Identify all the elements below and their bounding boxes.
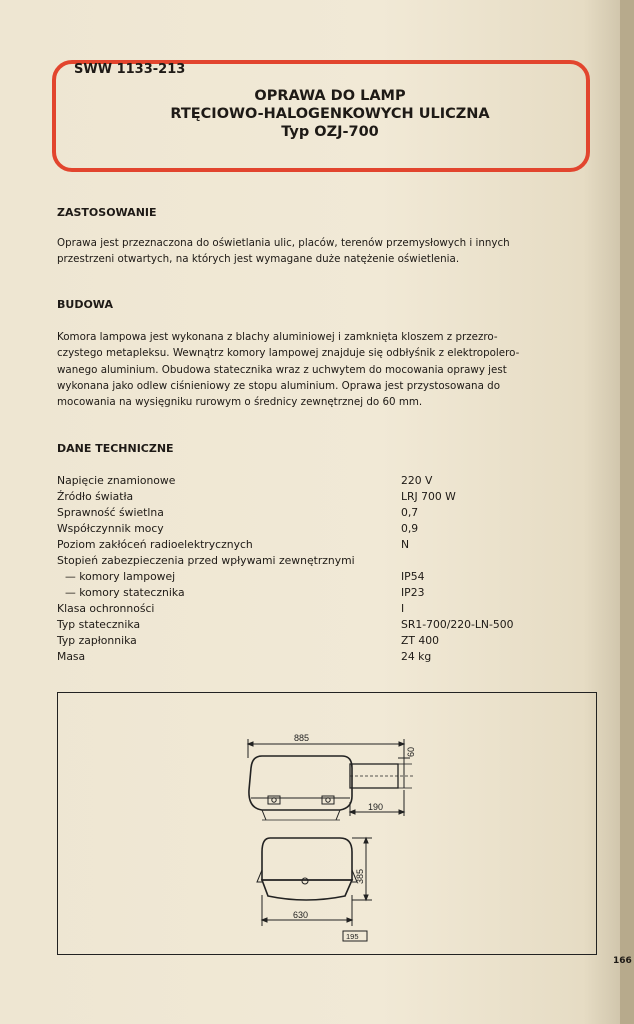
luminaire-top-view: [249, 756, 352, 810]
dimension-label-630: 630: [293, 910, 309, 920]
paragraph-line: czystego metapleksu. Wewnątrz komory lampowej znajduje się odbłyśnik z elektropolero-: [57, 347, 520, 360]
spec-label: Napięcie znamionowe: [57, 474, 176, 487]
spec-label: Współczynnik mocy: [57, 522, 164, 535]
spec-value: N: [401, 538, 410, 551]
section-heading-dane: DANE TECHNICZNE: [57, 442, 174, 455]
spec-label: Stopień zabezpieczenia przed wpływami zewnętrznymi: [57, 554, 355, 567]
section-heading-budowa: BUDOWA: [57, 298, 113, 311]
spec-label: Sprawność świetlna: [57, 506, 164, 519]
spec-value: ZT 400: [401, 634, 440, 647]
dimension-label-885: 885: [294, 733, 310, 743]
section-heading-zastosowanie: ZASTOSOWANIE: [57, 206, 157, 219]
spec-label: Masa: [57, 650, 86, 663]
document-code: SWW 1133-213: [74, 62, 186, 77]
dimension-label-195: 195: [346, 932, 359, 941]
spec-value: 24 kg: [401, 650, 432, 663]
paragraph-line: przestrzeni otwartych, na których jest wymagane duże natężenie oświetlenia.: [57, 253, 460, 266]
spec-label: Klasa ochronności: [57, 602, 155, 615]
spec-label: Typ zapłonnika: [57, 634, 137, 647]
spec-value: LRJ 700 W: [401, 490, 456, 503]
spec-value: I: [401, 602, 405, 615]
dimension-label-385: 385: [355, 868, 365, 884]
title-line-1: OPRAWA DO LAMP: [254, 88, 406, 104]
paragraph-line: wanego aluminium. Obudowa statecznika wraz z uchwytem do mocowania oprawy jest: [57, 363, 507, 376]
spec-label: Poziom zakłóceń radioelektrycznych: [57, 538, 253, 551]
page-number: 166: [613, 956, 632, 966]
dimension-label-60: 60: [406, 746, 416, 757]
luminaire-front-view: [262, 838, 352, 880]
dimension-label-190: 190: [368, 802, 384, 812]
paragraph-line: mocowania na wysięgniku rurowym o średnicy zewnętrznej do 60 mm.: [57, 396, 423, 409]
spec-value: 0,7: [401, 506, 419, 519]
title-line-3: Typ OZJ-700: [281, 124, 379, 140]
paragraph-line: wykonana jako odlew ciśnieniowy ze stopu aluminium. Oprawa jest przystosowana do: [57, 379, 501, 392]
title-line-2: RTĘCIOWO-HALOGENKOWYCH ULICZNA: [170, 106, 490, 122]
spec-label: — komory statecznika: [65, 586, 185, 599]
spec-value: 220 V: [401, 474, 433, 487]
spec-value: IP23: [401, 586, 425, 599]
spec-label: Typ statecznika: [57, 618, 141, 631]
spec-label: — komory lampowej: [65, 570, 176, 583]
spec-value: 0,9: [401, 522, 419, 535]
spec-value: SR1-700/220-LN-500: [401, 618, 514, 631]
spec-value: IP54: [401, 570, 425, 583]
paragraph-line: Oprawa jest przeznaczona do oświetlania ulic, placów, terenów przemysłowych i innych: [57, 237, 510, 249]
paragraph-line: Komora lampowa jest wykonana z blachy aluminiowej i zamknięta kloszem z przezro-: [57, 331, 498, 343]
spec-label: Źródło światła: [57, 490, 134, 503]
